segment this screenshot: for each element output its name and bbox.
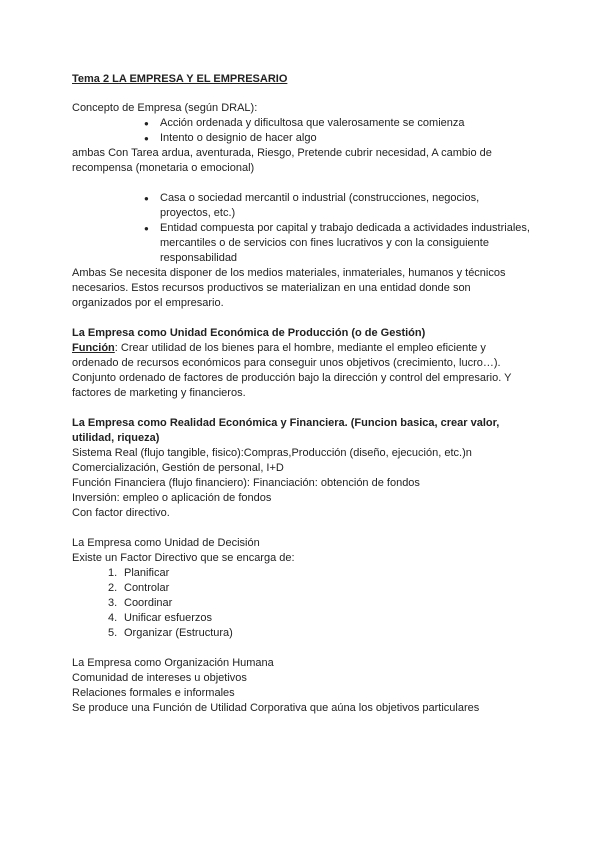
humana-heading: La Empresa como Organización Humana: [72, 657, 274, 669]
concepto-bullets-1: [72, 116, 532, 146]
concepto-bullets-2: [72, 191, 532, 266]
funcion-label: Función: [72, 342, 115, 354]
concepto-line-2: Ambas Se necesita disponer de los medios materiales, inmateriales, humanos y técnicos necesarios. Estos recursos productivos se materializan en una entidad donde son organizados por el empresario.: [72, 267, 506, 309]
unidad-produccion-heading: La Empresa como Unidad Económica de Producción (o de Gestión): [72, 327, 426, 339]
concepto-heading: Concepto de Empresa (según DRAL):: [72, 102, 258, 114]
realidad-line: Inversión: empleo o aplicación de fondos: [72, 492, 272, 504]
humana-line: Se produce una Función de Utilidad Corporativa que aúna los objetivos particulares: [72, 702, 480, 714]
list-item: ● Entidad compuesta por capital y trabajo dedicada a actividades industriales, mercantiles o de servicios con fines lucrativos y con la consiguiente responsabilidad: [144, 221, 532, 266]
concepto-line-1: ambas Con Tarea ardua, aventurada, Riesgo, Pretende cubrir necesidad, A cambio de recompensa (monetaria o emocional): [72, 147, 492, 174]
realidad-heading: La Empresa como Realidad Económica y Financiera. (Funcion basica, crear valor, utilidad, riqueza): [72, 417, 500, 444]
decision-intro: Existe un Factor Directivo que se encarga de:: [72, 552, 295, 564]
realidad-line: Con factor directivo.: [72, 507, 170, 519]
list-item: [108, 596, 532, 611]
humana-line: Relaciones formales e informales: [72, 687, 235, 699]
step-text: Controlar: [124, 582, 170, 594]
list-item: [108, 581, 532, 596]
step-text: Organizar (Estructura): [124, 627, 233, 639]
step-number: 1.: [108, 567, 118, 579]
list-item: [108, 566, 532, 581]
realidad-line: Sistema Real (flujo tangible, fisico):Compras,Producción (diseño, ejecución, etc.)n Comercialización, Gestión de personal, I+D: [72, 447, 472, 474]
document-page: [72, 72, 532, 716]
document-title: Tema 2 LA EMPRESA Y EL EMPRESARIO: [72, 73, 288, 85]
step-number: 3.: [108, 597, 118, 609]
step-number: 4.: [108, 612, 118, 624]
funcion-paragraph: [72, 341, 532, 371]
step-text: Unificar esfuerzos: [124, 612, 213, 624]
list-item: ● Acción ordenada y dificultosa que valerosamente se comienza: [144, 116, 532, 131]
step-number: 2.: [108, 582, 118, 594]
step-text: Coordinar: [124, 597, 173, 609]
list-item: [108, 626, 532, 641]
decision-steps: [72, 566, 532, 641]
step-text: Planificar: [124, 567, 170, 579]
funcion-text: : Crear utilidad de los bienes para el hombre, mediante el empleo eficiente y ordenado de recursos económicos para conseguir unos objetivos (crecimiento, lucro…).: [72, 342, 501, 369]
list-item: [108, 611, 532, 626]
list-item: ● Casa o sociedad mercantil o industrial (construcciones, negocios, proyectos, etc.): [144, 191, 532, 221]
decision-heading: La Empresa como Unidad de Decisión: [72, 537, 260, 549]
realidad-line: Función Financiera (flujo financiero): Financiación: obtención de fondos: [72, 477, 420, 489]
unidad-produccion-line: Conjunto ordenado de factores de producción bajo la dirección y control del empresario. Y factores de marketing y financieros.: [72, 372, 512, 399]
list-item: ● Intento o designio de hacer algo: [144, 131, 532, 146]
step-number: 5.: [108, 627, 118, 639]
humana-line: Comunidad de intereses u objetivos: [72, 672, 247, 684]
